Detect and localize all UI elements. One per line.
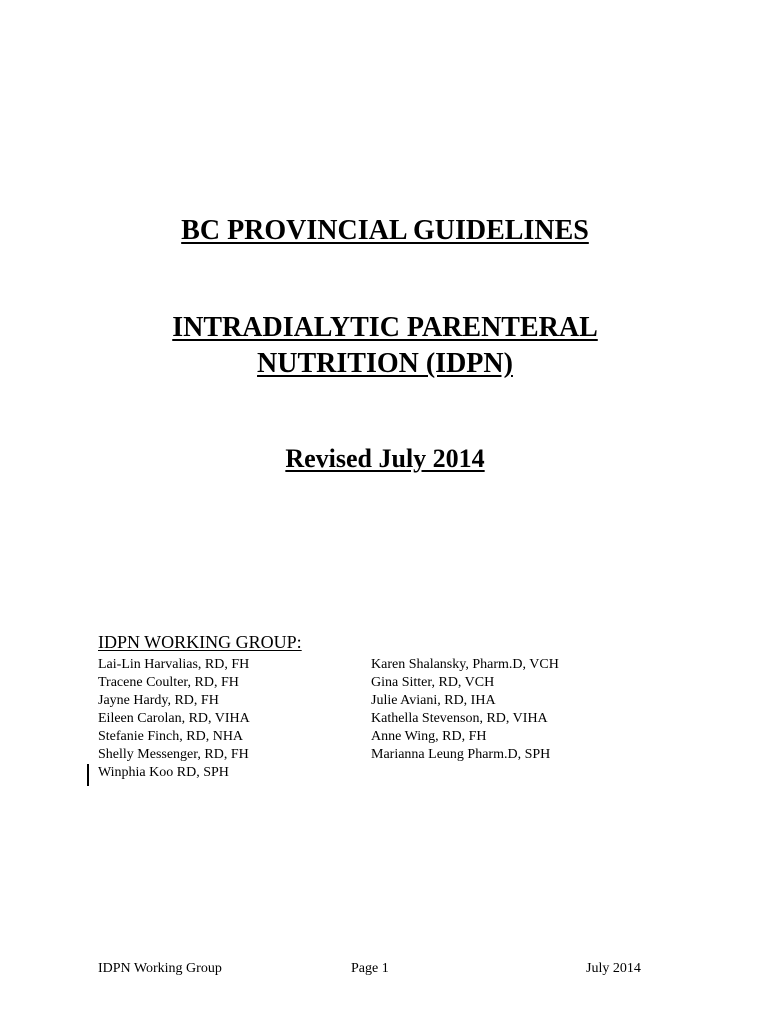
working-group-heading: IDPN WORKING GROUP:: [98, 632, 302, 652]
member-name: Jayne Hardy, RD, FH: [98, 693, 219, 708]
working-group-left-column: [98, 656, 250, 782]
member-name: Marianna Leung Pharm.D, SPH: [371, 747, 551, 762]
working-group-right-column: [371, 656, 559, 764]
member-name: Tracene Coulter, RD, FH: [98, 675, 239, 690]
member-name: Winphia Koo RD, SPH: [98, 765, 229, 780]
member-name: Kathella Stevenson, RD, VIHA: [371, 711, 548, 726]
subtitle-line-2: NUTRITION (IDPN): [257, 348, 513, 379]
document-subtitle: [0, 310, 770, 382]
revision-date: Revised July 2014: [285, 444, 485, 473]
footer-left-text: IDPN Working Group: [98, 961, 222, 976]
member-name: Eileen Carolan, RD, VIHA: [98, 711, 250, 726]
page-number: Page 1: [351, 961, 389, 976]
revision-change-bar: [87, 764, 89, 786]
member-name: Karen Shalansky, Pharm.D, VCH: [371, 657, 559, 672]
footer-date: July 2014: [586, 961, 641, 976]
member-name: Julie Aviani, RD, IHA: [371, 693, 496, 708]
member-name: Anne Wing, RD, FH: [371, 729, 487, 744]
member-name: Lai-Lin Harvalias, RD, FH: [98, 657, 250, 672]
member-name: Shelly Messenger, RD, FH: [98, 747, 249, 762]
member-name: Gina Sitter, RD, VCH: [371, 675, 495, 690]
member-name: Stefanie Finch, RD, NHA: [98, 729, 244, 744]
subtitle-line-1: INTRADIALYTIC PARENTERAL: [172, 312, 598, 343]
document-title: BC PROVINCIAL GUIDELINES: [181, 215, 589, 246]
